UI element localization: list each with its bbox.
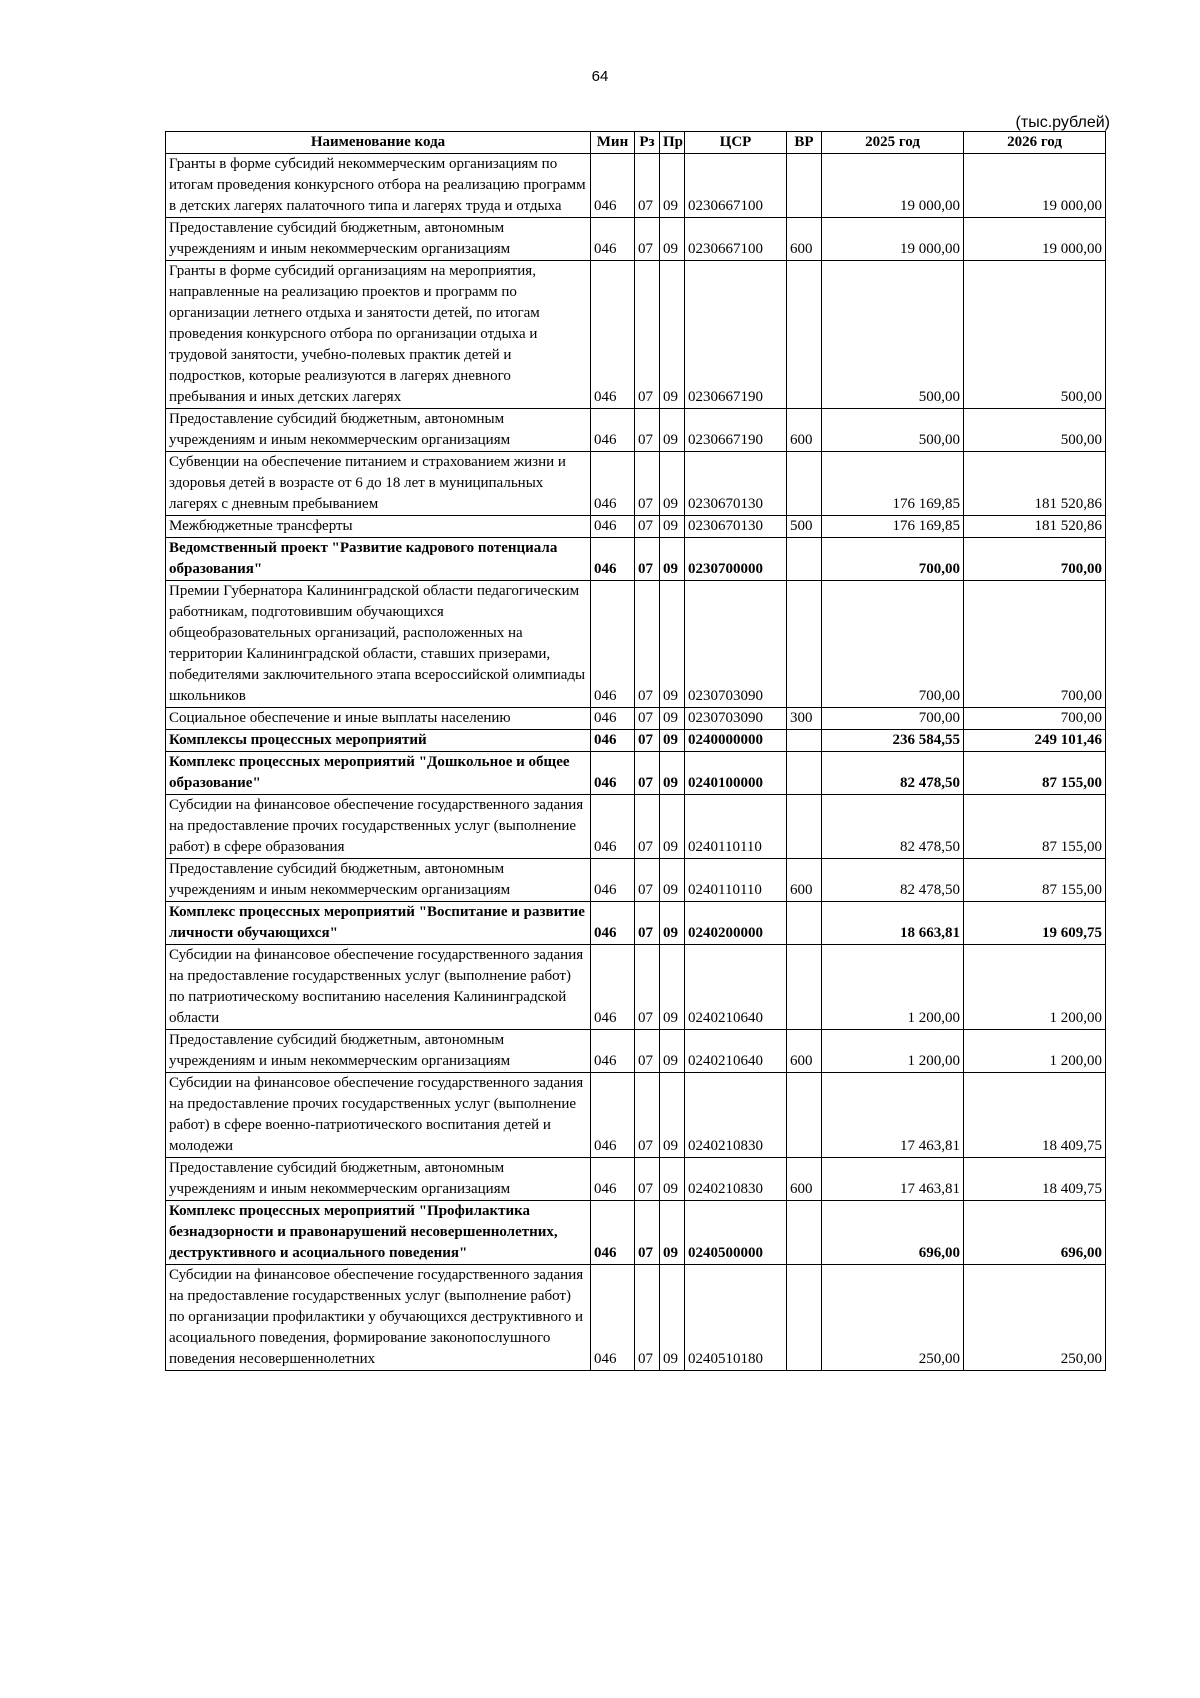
cell-2025: 700,00 xyxy=(822,708,964,730)
cell-vr: 600 xyxy=(787,218,822,261)
cell-min: 046 xyxy=(591,154,635,218)
cell-min: 046 xyxy=(591,1201,635,1265)
cell-csr: 0230667100 xyxy=(685,154,787,218)
table-row xyxy=(166,1201,1106,1265)
cell-rz: 07 xyxy=(635,730,660,752)
header-rz: Рз xyxy=(635,132,660,154)
cell-name: Субсидии на финансовое обеспечение государственного задания на предоставление государственных услуг (выполнение работ) по патриотическому воспитанию населения Калининградской области xyxy=(166,945,591,1030)
cell-min: 046 xyxy=(591,730,635,752)
cell-2025: 19 000,00 xyxy=(822,218,964,261)
page-number: 64 xyxy=(591,68,609,85)
cell-name: Комплекс процессных мероприятий "Воспитание и развитие личности обучающихся" xyxy=(166,902,591,945)
table-row xyxy=(166,859,1106,902)
cell-csr: 0240210830 xyxy=(685,1158,787,1201)
cell-2026: 249 101,46 xyxy=(964,730,1106,752)
cell-name: Субвенции на обеспечение питанием и страхованием жизни и здоровья детей в возрасте от 6 до 18 лет в муниципальных лагерях с дневным пребыванием xyxy=(166,452,591,516)
cell-name: Гранты в форме субсидий некоммерческим организациям по итогам проведения конкурсного отбора на реализацию программ в детских лагерях палаточного типа и лагерях труда и отдыха xyxy=(166,154,591,218)
cell-csr: 0230667190 xyxy=(685,409,787,452)
cell-rz: 07 xyxy=(635,945,660,1030)
cell-pr: 09 xyxy=(660,516,685,538)
cell-vr xyxy=(787,902,822,945)
cell-2026: 18 409,75 xyxy=(964,1073,1106,1158)
cell-2026: 19 000,00 xyxy=(964,154,1106,218)
cell-2025: 1 200,00 xyxy=(822,1030,964,1073)
cell-pr: 09 xyxy=(660,1030,685,1073)
cell-min: 046 xyxy=(591,1030,635,1073)
cell-2026: 1 200,00 xyxy=(964,945,1106,1030)
cell-2025: 18 663,81 xyxy=(822,902,964,945)
cell-csr: 0240500000 xyxy=(685,1201,787,1265)
table-row xyxy=(166,538,1106,581)
cell-pr: 09 xyxy=(660,752,685,795)
cell-2025: 700,00 xyxy=(822,538,964,581)
cell-2025: 176 169,85 xyxy=(822,452,964,516)
cell-pr: 09 xyxy=(660,261,685,409)
cell-vr xyxy=(787,1201,822,1265)
cell-pr: 09 xyxy=(660,859,685,902)
cell-rz: 07 xyxy=(635,409,660,452)
cell-name: Субсидии на финансовое обеспечение государственного задания на предоставление прочих государственных услуг (выполнение работ) в сфере образования xyxy=(166,795,591,859)
cell-csr: 0240100000 xyxy=(685,752,787,795)
table-row xyxy=(166,516,1106,538)
cell-csr: 0240110110 xyxy=(685,859,787,902)
cell-csr: 0240110110 xyxy=(685,795,787,859)
cell-csr: 0230703090 xyxy=(685,581,787,708)
cell-min: 046 xyxy=(591,752,635,795)
cell-2025: 500,00 xyxy=(822,261,964,409)
cell-pr: 09 xyxy=(660,1073,685,1158)
cell-vr xyxy=(787,752,822,795)
cell-2026: 19 000,00 xyxy=(964,218,1106,261)
header-2025: 2025 год xyxy=(822,132,964,154)
cell-min: 046 xyxy=(591,516,635,538)
cell-csr: 0230670130 xyxy=(685,516,787,538)
cell-pr: 09 xyxy=(660,409,685,452)
header-name: Наименование кода xyxy=(166,132,591,154)
cell-vr xyxy=(787,452,822,516)
cell-min: 046 xyxy=(591,538,635,581)
cell-pr: 09 xyxy=(660,730,685,752)
cell-pr: 09 xyxy=(660,902,685,945)
cell-rz: 07 xyxy=(635,581,660,708)
cell-rz: 07 xyxy=(635,708,660,730)
cell-rz: 07 xyxy=(635,1265,660,1371)
cell-2026: 250,00 xyxy=(964,1265,1106,1371)
cell-pr: 09 xyxy=(660,581,685,708)
table-row xyxy=(166,218,1106,261)
cell-2025: 82 478,50 xyxy=(822,752,964,795)
header-vr: ВР xyxy=(787,132,822,154)
header-min: Мин xyxy=(591,132,635,154)
cell-pr: 09 xyxy=(660,945,685,1030)
cell-rz: 07 xyxy=(635,752,660,795)
cell-2026: 700,00 xyxy=(964,538,1106,581)
cell-csr: 0240000000 xyxy=(685,730,787,752)
cell-2026: 87 155,00 xyxy=(964,859,1106,902)
cell-vr: 600 xyxy=(787,859,822,902)
cell-vr xyxy=(787,795,822,859)
cell-2026: 181 520,86 xyxy=(964,452,1106,516)
cell-csr: 0230667190 xyxy=(685,261,787,409)
cell-2026: 700,00 xyxy=(964,708,1106,730)
cell-vr: 500 xyxy=(787,516,822,538)
cell-min: 046 xyxy=(591,902,635,945)
cell-name: Премии Губернатора Калининградской области педагогическим работникам, подготовившим обучающихся общеобразовательных организаций, расположенных на территории Калининградской области, ставших призерами, победителями заключительного этапа всероссийской олимпиады школьников xyxy=(166,581,591,708)
cell-name: Предоставление субсидий бюджетным, автономным учреждениям и иным некоммерческим организациям xyxy=(166,1158,591,1201)
cell-rz: 07 xyxy=(635,1030,660,1073)
cell-pr: 09 xyxy=(660,1265,685,1371)
cell-2025: 19 000,00 xyxy=(822,154,964,218)
cell-rz: 07 xyxy=(635,516,660,538)
cell-min: 046 xyxy=(591,708,635,730)
cell-rz: 07 xyxy=(635,1073,660,1158)
cell-2025: 500,00 xyxy=(822,409,964,452)
cell-pr: 09 xyxy=(660,218,685,261)
header-pr: Пр xyxy=(660,132,685,154)
cell-name: Гранты в форме субсидий организациям на мероприятия, направленные на реализацию проектов и программ по организации летнего отдыха и занятости детей, по итогам проведения конкурсного отбора по организации отдыха и трудовой занятости, учебно-полевых практик детей и подростков, которые реализуются в лагерях дневного пребывания и иных детских лагерях xyxy=(166,261,591,409)
cell-min: 046 xyxy=(591,1158,635,1201)
cell-rz: 07 xyxy=(635,261,660,409)
cell-csr: 0230700000 xyxy=(685,538,787,581)
table-row xyxy=(166,945,1106,1030)
cell-name: Предоставление субсидий бюджетным, автономным учреждениям и иным некоммерческим организациям xyxy=(166,409,591,452)
table-row xyxy=(166,581,1106,708)
cell-vr xyxy=(787,538,822,581)
cell-min: 046 xyxy=(591,859,635,902)
cell-name: Субсидии на финансовое обеспечение государственного задания на предоставление прочих государственных услуг (выполнение работ) в сфере военно-патриотического воспитания детей и молодежи xyxy=(166,1073,591,1158)
cell-vr xyxy=(787,730,822,752)
cell-rz: 07 xyxy=(635,902,660,945)
cell-min: 046 xyxy=(591,261,635,409)
cell-rz: 07 xyxy=(635,859,660,902)
cell-name: Межбюджетные трансферты xyxy=(166,516,591,538)
cell-2025: 82 478,50 xyxy=(822,859,964,902)
cell-2025: 236 584,55 xyxy=(822,730,964,752)
header-2026: 2026 год xyxy=(964,132,1106,154)
header-csr: ЦСР xyxy=(685,132,787,154)
cell-min: 046 xyxy=(591,1265,635,1371)
cell-name: Комплекс процессных мероприятий "Дошкольное и общее образование" xyxy=(166,752,591,795)
cell-pr: 09 xyxy=(660,154,685,218)
table-row xyxy=(166,902,1106,945)
cell-csr: 0240510180 xyxy=(685,1265,787,1371)
table-row xyxy=(166,452,1106,516)
cell-pr: 09 xyxy=(660,795,685,859)
cell-name: Предоставление субсидий бюджетным, автономным учреждениям и иным некоммерческим организациям xyxy=(166,859,591,902)
units-label: (тыс.рублей) xyxy=(1015,114,1110,131)
cell-name: Социальное обеспечение и иные выплаты населению xyxy=(166,708,591,730)
cell-vr xyxy=(787,154,822,218)
cell-name: Ведомственный проект "Развитие кадрового потенциала образования" xyxy=(166,538,591,581)
cell-name: Предоставление субсидий бюджетным, автономным учреждениям и иным некоммерческим организациям xyxy=(166,1030,591,1073)
cell-2025: 17 463,81 xyxy=(822,1073,964,1158)
cell-csr: 0230670130 xyxy=(685,452,787,516)
table-body xyxy=(166,154,1106,1371)
cell-pr: 09 xyxy=(660,1158,685,1201)
cell-min: 046 xyxy=(591,452,635,516)
cell-pr: 09 xyxy=(660,708,685,730)
cell-csr: 0230703090 xyxy=(685,708,787,730)
table-row xyxy=(166,795,1106,859)
table-row xyxy=(166,1158,1106,1201)
cell-csr: 0240210640 xyxy=(685,1030,787,1073)
cell-2025: 250,00 xyxy=(822,1265,964,1371)
cell-rz: 07 xyxy=(635,1201,660,1265)
cell-rz: 07 xyxy=(635,538,660,581)
cell-vr xyxy=(787,1073,822,1158)
cell-vr xyxy=(787,945,822,1030)
table-row xyxy=(166,261,1106,409)
cell-rz: 07 xyxy=(635,218,660,261)
cell-rz: 07 xyxy=(635,154,660,218)
table-row xyxy=(166,752,1106,795)
cell-2026: 87 155,00 xyxy=(964,752,1106,795)
cell-2026: 18 409,75 xyxy=(964,1158,1106,1201)
cell-pr: 09 xyxy=(660,1201,685,1265)
cell-vr: 600 xyxy=(787,1158,822,1201)
cell-pr: 09 xyxy=(660,452,685,516)
table-row xyxy=(166,708,1106,730)
cell-2026: 19 609,75 xyxy=(964,902,1106,945)
table-row xyxy=(166,1030,1106,1073)
cell-2026: 1 200,00 xyxy=(964,1030,1106,1073)
cell-name: Комплекс процессных мероприятий "Профилактика безнадзорности и правонарушений несовершеннолетних, деструктивного и асоциального поведения" xyxy=(166,1201,591,1265)
cell-vr: 300 xyxy=(787,708,822,730)
cell-name: Предоставление субсидий бюджетным, автономным учреждениям и иным некоммерческим организациям xyxy=(166,218,591,261)
cell-2026: 181 520,86 xyxy=(964,516,1106,538)
cell-vr: 600 xyxy=(787,1030,822,1073)
cell-rz: 07 xyxy=(635,795,660,859)
cell-min: 046 xyxy=(591,218,635,261)
table-row xyxy=(166,1265,1106,1371)
cell-2025: 176 169,85 xyxy=(822,516,964,538)
cell-vr xyxy=(787,1265,822,1371)
cell-2025: 17 463,81 xyxy=(822,1158,964,1201)
cell-rz: 07 xyxy=(635,452,660,516)
cell-vr: 600 xyxy=(787,409,822,452)
table-row xyxy=(166,409,1106,452)
cell-min: 046 xyxy=(591,581,635,708)
header-row xyxy=(166,132,1106,154)
cell-min: 046 xyxy=(591,409,635,452)
cell-2025: 700,00 xyxy=(822,581,964,708)
cell-vr xyxy=(787,581,822,708)
cell-min: 046 xyxy=(591,1073,635,1158)
cell-csr: 0240200000 xyxy=(685,902,787,945)
table-row xyxy=(166,1073,1106,1158)
cell-csr: 0240210640 xyxy=(685,945,787,1030)
cell-name: Комплексы процессных мероприятий xyxy=(166,730,591,752)
cell-min: 046 xyxy=(591,945,635,1030)
cell-2026: 700,00 xyxy=(964,581,1106,708)
cell-csr: 0240210830 xyxy=(685,1073,787,1158)
cell-2026: 87 155,00 xyxy=(964,795,1106,859)
table-row xyxy=(166,154,1106,218)
cell-name: Субсидии на финансовое обеспечение государственного задания на предоставление государственных услуг (выполнение работ) по организации профилактики у обучающихся деструктивного и асоциального поведения, формирование законопослушного поведения несовершеннолетних xyxy=(166,1265,591,1371)
cell-2026: 696,00 xyxy=(964,1201,1106,1265)
cell-csr: 0230667100 xyxy=(685,218,787,261)
cell-pr: 09 xyxy=(660,538,685,581)
cell-rz: 07 xyxy=(635,1158,660,1201)
table-row xyxy=(166,730,1106,752)
cell-vr xyxy=(787,261,822,409)
cell-min: 046 xyxy=(591,795,635,859)
cell-2026: 500,00 xyxy=(964,261,1106,409)
cell-2026: 500,00 xyxy=(964,409,1106,452)
cell-2025: 1 200,00 xyxy=(822,945,964,1030)
budget-table xyxy=(165,131,1106,1371)
cell-2025: 82 478,50 xyxy=(822,795,964,859)
cell-2025: 696,00 xyxy=(822,1201,964,1265)
